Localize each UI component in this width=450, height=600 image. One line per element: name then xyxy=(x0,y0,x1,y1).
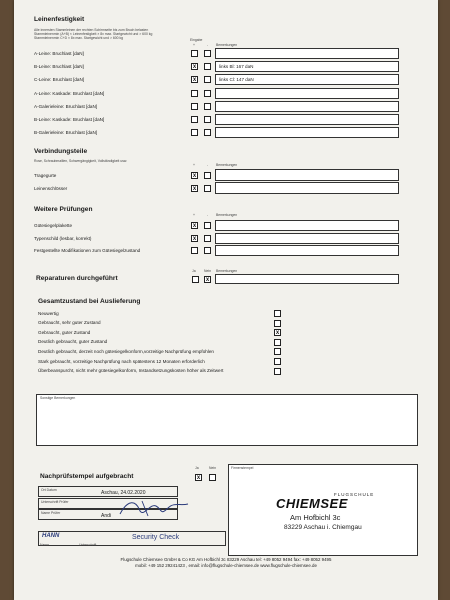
stempel-field-value: Aschau, 24.02.2020 xyxy=(101,490,146,496)
leinen-intro-2: Stammleinenmin (A+B) × Leinenfestigkeit × 8x max. Startgewicht und > 600 kg xyxy=(34,32,153,36)
verbindung-row-remarks-field[interactable] xyxy=(215,169,399,181)
gesamt-title: Gesamtzustand bei Auslieferung xyxy=(38,298,141,305)
pruefungen-row-minus-checkbox[interactable] xyxy=(204,235,211,242)
leinen-col-minus: - xyxy=(207,43,209,47)
verbindung-row-plus-checkbox[interactable]: x xyxy=(192,186,197,192)
signature-label: Unterschrift xyxy=(79,543,97,547)
gesamt-row-checkbox[interactable] xyxy=(274,368,281,375)
gesamt-row-checkbox[interactable] xyxy=(274,348,281,355)
pruefungen-row-label: Typenschild (lesbar, korrekt) xyxy=(34,235,92,241)
pruefungen-row-plus-checkbox[interactable] xyxy=(191,247,198,254)
stamp-address-2: 83229 Aschau i. Chiemgau xyxy=(284,524,362,531)
verbindung-col-remarks: Bemerkungen xyxy=(216,163,238,167)
stempel-no-checkbox[interactable] xyxy=(209,474,216,481)
verbindung-col-minus: - xyxy=(207,163,209,167)
pruefungen-col-remarks: Bemerkungen xyxy=(216,213,238,217)
inspection-form-page xyxy=(14,0,438,600)
sonstige-bemerkungen-field[interactable] xyxy=(36,394,418,446)
stempel-field-label: Name Prüfer xyxy=(41,511,61,515)
pruefungen-row-plus-checkbox[interactable]: x xyxy=(192,223,197,229)
company-stamp xyxy=(276,492,406,531)
verbindung-row-label: Leinenschlösser xyxy=(34,186,68,191)
pruefungen-row-remarks-field[interactable] xyxy=(215,245,399,256)
leinen-row-remarks-field[interactable] xyxy=(215,61,399,72)
stamp-logo-text: CHIEMSEE xyxy=(276,496,348,511)
pruefungen-title: Weitere Prüfungen xyxy=(34,206,93,213)
stamp-address-1: Am Hofbichl 3c xyxy=(290,513,341,522)
leinen-row-plus-checkbox[interactable]: x xyxy=(192,77,197,84)
name-label: Name xyxy=(40,543,50,547)
sonstige-label: Sonstige Bemerkungen xyxy=(40,396,76,400)
pruefungen-row-minus-checkbox[interactable] xyxy=(204,222,211,229)
pruefungen-col-minus: - xyxy=(207,213,209,217)
verbindung-row-plus-checkbox[interactable]: x xyxy=(192,173,197,179)
gesamt-row-label: Deutlich gebraucht, guter Zustand xyxy=(38,339,108,345)
leinen-col-ok: Eingabe xyxy=(190,38,203,42)
pruefungen-row-minus-checkbox[interactable] xyxy=(204,247,211,254)
leinen-row-minus-checkbox[interactable] xyxy=(204,116,211,123)
leinen-row-label[interactable]: B-Leine: Bruchlast [daN] xyxy=(34,64,84,70)
inspector-signature xyxy=(114,497,194,519)
gesamt-row-label: Überbeanspurcht, nicht mehr gütesiegelkonform, Instandsetzungskosten höher als Zeitwert xyxy=(38,368,224,374)
leinen-row-remarks-field[interactable] xyxy=(215,74,399,85)
stempel-title: Nachprüfstempel aufgebracht xyxy=(40,473,134,480)
gesamt-row-label: Stark gebraucht, vorzeitige Nachprüfung nach spätestens 12 Monaten erforderlich xyxy=(38,358,205,364)
reparaturen-col-yes: Ja xyxy=(192,269,196,273)
leinen-row-plus-checkbox[interactable]: x xyxy=(192,64,197,71)
leinen-row-minus-checkbox[interactable] xyxy=(204,63,211,70)
gesamt-row-checkbox[interactable]: x xyxy=(275,330,280,337)
stempel-field-value: Andi xyxy=(101,513,112,519)
leinen-row-remarks-field[interactable] xyxy=(215,88,399,99)
leinen-row-label[interactable]: A-Galerieleine: Bruchlast [daN] xyxy=(34,103,98,109)
leinen-col-plus: + xyxy=(193,43,195,47)
leinen-row-plus-checkbox[interactable] xyxy=(191,103,198,110)
leinen-row-minus-checkbox[interactable] xyxy=(204,76,211,83)
reparaturen-no-checkbox[interactable]: x xyxy=(205,277,210,283)
verbindung-title: Verbindungsteile xyxy=(34,148,88,155)
reparaturen-yes-checkbox[interactable] xyxy=(192,276,199,283)
gesamt-row-checkbox[interactable] xyxy=(274,310,281,317)
leinen-row-label[interactable]: B-Galerieleine: Bruchlast [daN] xyxy=(34,130,98,136)
footer-line-1: Flugschule Chiemsee GmbH & Co KG Am Hofbichl 3c 83229 Aschau tel: +49 8052 9494 fax: +49 8052 9495 xyxy=(120,557,332,562)
leinen-col-remarks: Bemerkungen xyxy=(216,43,238,47)
leinen-row-minus-checkbox[interactable] xyxy=(204,50,211,57)
leinen-intro-3: Stammleinenmin C+D × 8x max. Startgewicht und > 600 kg xyxy=(34,36,124,40)
leinen-row-label[interactable]: B-Leine: Kaskade: Bruchlast [daN] xyxy=(34,117,105,122)
gesamt-row-label: Deutlich gebraucht, derzeit noch gütesiegelkonform,vorzeitige Nachprüfung empfohlen xyxy=(38,348,214,354)
reparaturen-col-remarks: Bemerkungen xyxy=(216,269,238,273)
leinen-row-remark-text: links Bl: 167 daN xyxy=(219,64,254,70)
gesamt-row-label: Gebraucht, sehr guter Zustand xyxy=(38,320,101,326)
stempel-field-label: Unterschrift Prüfer xyxy=(41,499,69,504)
leinen-intro-1: Alle innersten Stammleinen der rechten Schirmseite bis zum Bruch belasten xyxy=(34,28,149,32)
leinen-row-label[interactable]: A-Leine: Kaskade: Bruchlast [daN] xyxy=(34,90,105,96)
verbindung-intro: Rose, Schraubmaillen, Schwergängigkeit, Vollständigkeit usw. xyxy=(34,159,128,163)
leinen-row-remarks-field[interactable] xyxy=(215,48,399,59)
leinen-row-label[interactable]: A-Leine: Bruchlast [daN] xyxy=(34,51,84,56)
leinen-title: Leinenfestigkeit xyxy=(34,16,85,23)
gesamt-row-label: Gebraucht, guter Zustand xyxy=(38,329,91,335)
stempel-col-no: Nein xyxy=(209,466,216,470)
leinen-row-remarks-field[interactable] xyxy=(215,101,399,112)
gesamt-row-label: Neuwertig xyxy=(38,310,59,316)
pruefungen-row-plus-checkbox[interactable]: x xyxy=(192,235,197,242)
gesamt-row-checkbox[interactable] xyxy=(274,320,281,327)
firmenstempel-label: Firmenstempel xyxy=(231,466,254,470)
stempel-field-0[interactable] xyxy=(38,486,178,497)
stamp-small-text: FLUGSCHULE xyxy=(334,492,375,497)
verbindung-col-plus: + xyxy=(193,163,195,167)
gesamt-row-checkbox[interactable] xyxy=(274,358,281,365)
leinen-row-remark-text: links Cl: 147 daN xyxy=(219,77,254,83)
leinen-row-minus-checkbox[interactable] xyxy=(204,129,211,136)
pruefungen-row-remarks-field[interactable] xyxy=(215,220,399,231)
leinen-row-minus-checkbox[interactable] xyxy=(204,90,211,97)
pruefungen-row-label: Gütesiegelplakette xyxy=(34,223,73,228)
verbindung-row-remarks-field[interactable] xyxy=(215,182,399,194)
leinen-row-plus-checkbox[interactable] xyxy=(191,50,198,57)
leinen-row-plus-checkbox[interactable] xyxy=(191,90,198,97)
stempel-yes-checkbox[interactable]: x xyxy=(196,475,201,481)
stempel-field-label: Ort Datum xyxy=(41,488,57,492)
leinen-row-plus-checkbox[interactable] xyxy=(191,129,198,136)
pruefungen-row-label: Festgestellte Modifikationen zum Gütesiegelzustand xyxy=(34,248,141,253)
leinen-row-minus-checkbox[interactable] xyxy=(204,103,211,110)
verbindung-row-minus-checkbox[interactable] xyxy=(204,172,211,179)
reparaturen-col-no: Nein xyxy=(204,269,211,273)
footer-line-2: mobil: +49 152 29241423 , email: info@flugschule-chiemsee.de www.flugschule-chiemsee.de xyxy=(135,563,317,568)
pruefungen-row-remarks-field[interactable] xyxy=(215,233,399,244)
reparaturen-title: Reparaturen durchgeführt xyxy=(36,275,118,282)
security-check-label: Security Check xyxy=(132,534,180,541)
pruefungen-col-plus: + xyxy=(193,213,195,217)
reparaturen-remarks-field[interactable] xyxy=(215,274,399,284)
gesamt-row-checkbox[interactable] xyxy=(274,339,281,346)
handwritten-name: HANN xyxy=(42,533,60,539)
verbindung-row-label: Tragegurte xyxy=(34,173,57,178)
verbindung-row-minus-checkbox[interactable] xyxy=(204,185,211,192)
stempel-col-yes: Ja xyxy=(195,466,199,470)
leinen-row-label[interactable]: C-Leine: Bruchlast [daN] xyxy=(34,77,85,83)
leinen-row-plus-checkbox[interactable] xyxy=(191,116,198,123)
leinen-row-remarks-field[interactable] xyxy=(215,114,399,125)
leinen-row-remarks-field[interactable] xyxy=(215,127,399,138)
